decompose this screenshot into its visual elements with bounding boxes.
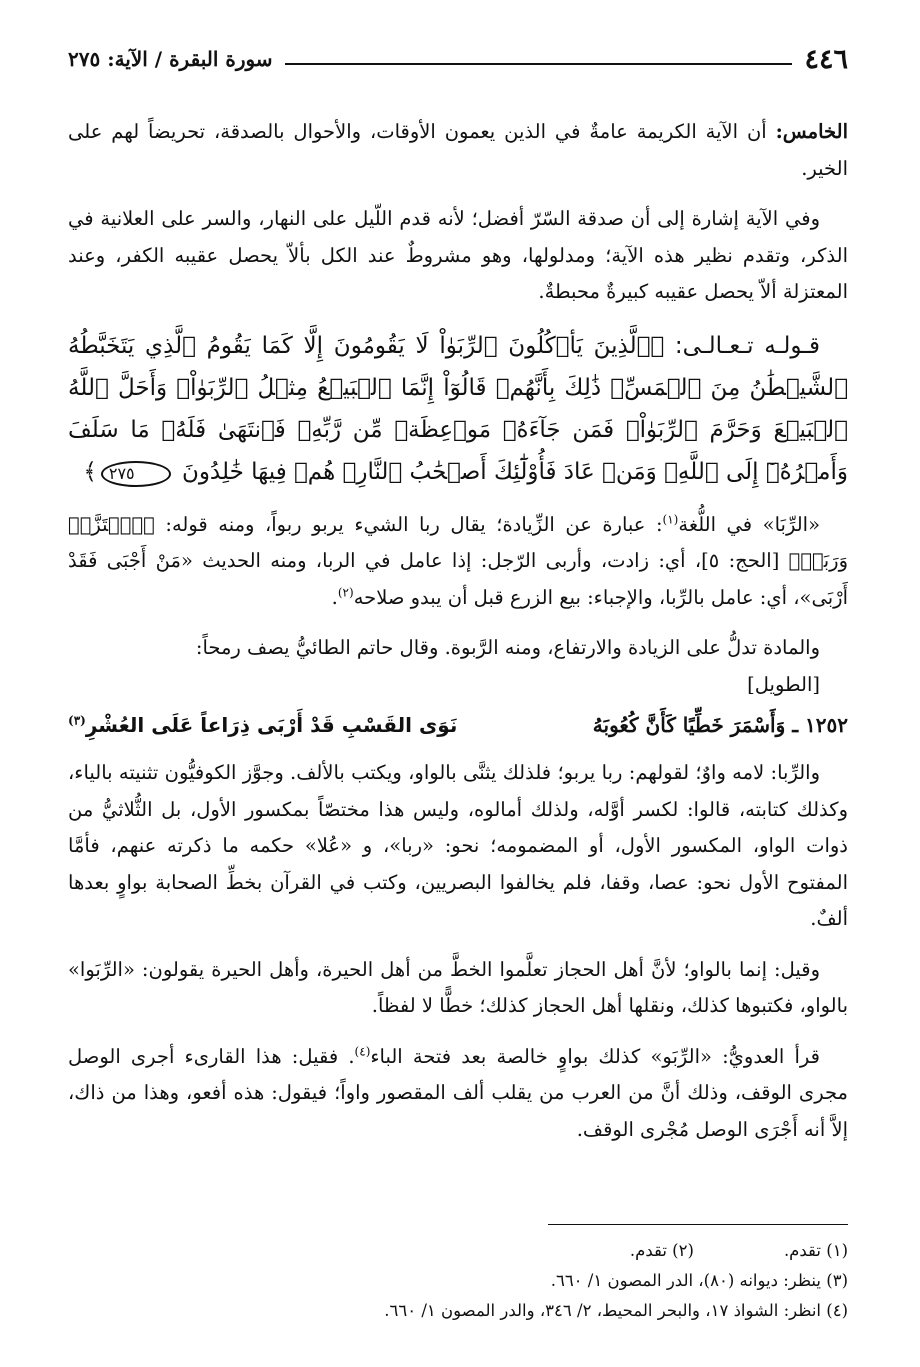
running-head: سورة البقرة / الآية: ٢٧٥ bbox=[68, 47, 273, 71]
poetic-meter: [الطويل] bbox=[747, 672, 820, 696]
verse-text: وَأَسْمَرَ خَطِّيًا كَأَنَّ كُعُوبَهُ bbox=[592, 713, 786, 737]
footnote-3: (٣) ينظر: ديوانه (٨٠)، الدر المصون ١/ ٦٦٠. bbox=[550, 1271, 848, 1290]
footnotes bbox=[68, 1236, 848, 1326]
paragraph-riba-definition bbox=[68, 507, 848, 617]
footnote-ref: (٢) bbox=[337, 585, 354, 599]
page-number: ٤٤٦ bbox=[804, 43, 848, 75]
paragraph-text: . bbox=[331, 585, 338, 609]
footnote-ref: (١) bbox=[662, 512, 679, 526]
book-page bbox=[68, 28, 848, 1348]
paragraph-root-meaning bbox=[68, 630, 848, 703]
quran-intro: قـولـه تـعـالـى: ﴿ bbox=[650, 332, 821, 359]
paragraph-text: قرأ العدويُّ: «الرِّبَو» كذلك بواوٍ خالصة بعد فتحة الباء bbox=[370, 1044, 820, 1068]
verse-number: ١٢٥٢ ـ bbox=[792, 713, 848, 737]
footnote-1: (١) تقدم. bbox=[783, 1241, 848, 1260]
paragraph-spelling: والرِّبا: لامه واوٌ؛ لقولهم: ربا يربو؛ فلذلك يثنَّى بالواو، ويكتب بالألف. وجوَّز الكوفيُّون تثنيته بالياء، وكذلك كتابته، قالوا: لكسر أوَّله، ولذلك أمالوه، وليس هذا مختصّاً بمكسور الأول، بل الثُّلاثيُّ من ذوات الواو، المكسور الأول، أو المضمومه؛ نحو: «ربا»، و «عُلا» حكمه ما ذكرته عنهم، فأمَّا المفتوح الأول نحو: عصا، وقفا، فلم يخالفوا البصريين، وكتب في القرآن بخطِّ الصحابة بواوٍ بعدها ألفٌ. bbox=[68, 761, 848, 930]
verse-text: نَوَى القَسْبِ قَدْ أَرْبَى ذِرَاعاً عَلَى العُشْرِ bbox=[85, 713, 458, 737]
footnote-2: (٢) تقدم. bbox=[629, 1241, 694, 1260]
paragraph-text: «الرِّبَا» في اللُّغة bbox=[678, 512, 820, 536]
footnote-4: (٤) انظر: الشواذ ١٧، والبحر المحيط، ٢/ ٣٤٦، والدر المصون ١/ ٦٦٠. bbox=[384, 1301, 848, 1320]
poetry-verse bbox=[68, 707, 848, 743]
footnote-separator bbox=[548, 1224, 848, 1225]
footnote-ref: (٣) bbox=[68, 713, 86, 728]
paragraph-hijaz-script: وقيل: إنما بالواو؛ لأنَّ أهل الحجاز تعلَّموا الخطَّ من أهل الحيرة، وأهل الحيرة يقولون: «الرِّبَوا» بالواو، فكتبوها كذلك، ونقلها أهل الحجاز كذلك؛ خطًّا لا لفظاً. bbox=[68, 957, 848, 1017]
ayah-number-marker: ٢٧٥ bbox=[101, 461, 171, 487]
quran-close: ﴾ bbox=[83, 458, 97, 485]
paragraph-text: : عبارة عن الزِّيادة؛ يقال ربا الشيء يربو ربواً، ومنه قوله: ﴿ٱهۡتَزَّتۡ وَرَبَتۡ﴾ [الحج: ٥]، أي: زادت، وأربى الرّجل: إذا عامل في الربا، ومنه الحديث «مَنْ أَجْبَى فَقَدْ أَرْبَى»، أي: عامل بالرِّبا، والإجباء: بيع الزرع قبل أن يبدو صلاحه bbox=[68, 512, 848, 609]
verse-second-hemistich bbox=[68, 707, 457, 743]
footnote-ref: (٤) bbox=[354, 1044, 371, 1058]
quran-text: ٱلَّذِينَ يَأۡكُلُونَ ٱلرِّبَوٰاْ لَا يَقُومُونَ إِلَّا كَمَا يَقُومُ ٱلَّذِي يَتَخَبَّطُهُ ٱلشَّيۡطَٰنُ مِنَ ٱلۡمَسِّۚ ذَٰلِكَ بِأَنَّهُمۡ قَالُوٓاْ إِنَّمَا ٱلۡبَيۡعُ مِثۡلُ ٱلرِّبَوٰاْۗ وَأَحَلَّ ٱللَّهُ ٱلۡبَيۡعَ وَحَرَّمَ ٱلرِّبَوٰاْۚ فَمَن جَآءَهُۥ مَوۡعِظَةٞ مِّن رَّبِّهِۦ فَٱنتَهَىٰ فَلَهُۥ مَا سَلَفَ وَأَمۡرُهُۥٓ إِلَى ٱللَّهِۖ وَمَنۡ عَادَ فَأُوْلَٰٓئِكَ أَصۡحَٰبُ ٱلنَّارِۖ هُمۡ فِيهَا خَٰلِدُونَ bbox=[68, 332, 848, 485]
page-header bbox=[68, 42, 848, 76]
paragraph-secret-charity: وفي الآية إشارة إلى أن صدقة السّرّ أفضل؛ لأنه قدم اللّيل على النهار، والسر على العلانية في الذكر، وتقدم نظير هذه الآية؛ ومدلولها، وهو مشروطٌ عند الكل بألاّ يحصل عقيبه الكفر، وعند المعتزلة ألاّ يحصل عقيبه كبيرةٌ محبطةٌ. bbox=[68, 207, 848, 303]
paragraph-adawi-reading bbox=[68, 1039, 848, 1149]
paragraph-text: أن الآية الكريمة عامةٌ في الذين يعمون الأوقات، والأحوال بالصدقة، تحريضاً لهم على الخير. bbox=[68, 120, 848, 180]
header-rule bbox=[285, 63, 793, 65]
paragraph-lead: الخامس: bbox=[775, 120, 848, 143]
verse-first-hemistich bbox=[593, 707, 848, 743]
page-body bbox=[68, 114, 848, 1162]
paragraph-text: والمادة تدلُّ على الزيادة والارتفاع، ومنه الرَّبوة. وقال حاتم الطائيُّ يصف رمحاً: bbox=[195, 636, 820, 659]
quran-verse-block bbox=[68, 325, 848, 493]
paragraph-fifth bbox=[68, 114, 848, 187]
footnote-row bbox=[68, 1236, 848, 1266]
paragraph-text: . فقيل: هذا القارىء أجرى الوصل مجرى الوقف، وذلك أنَّ من العرب من يقلب ألف المقصور واواً؛ فيقول: هذه أفعو، وهذا من ذاك، إلاَّ أنه أَجْرَى الوصل مُجْرى الوقف. bbox=[68, 1044, 848, 1141]
